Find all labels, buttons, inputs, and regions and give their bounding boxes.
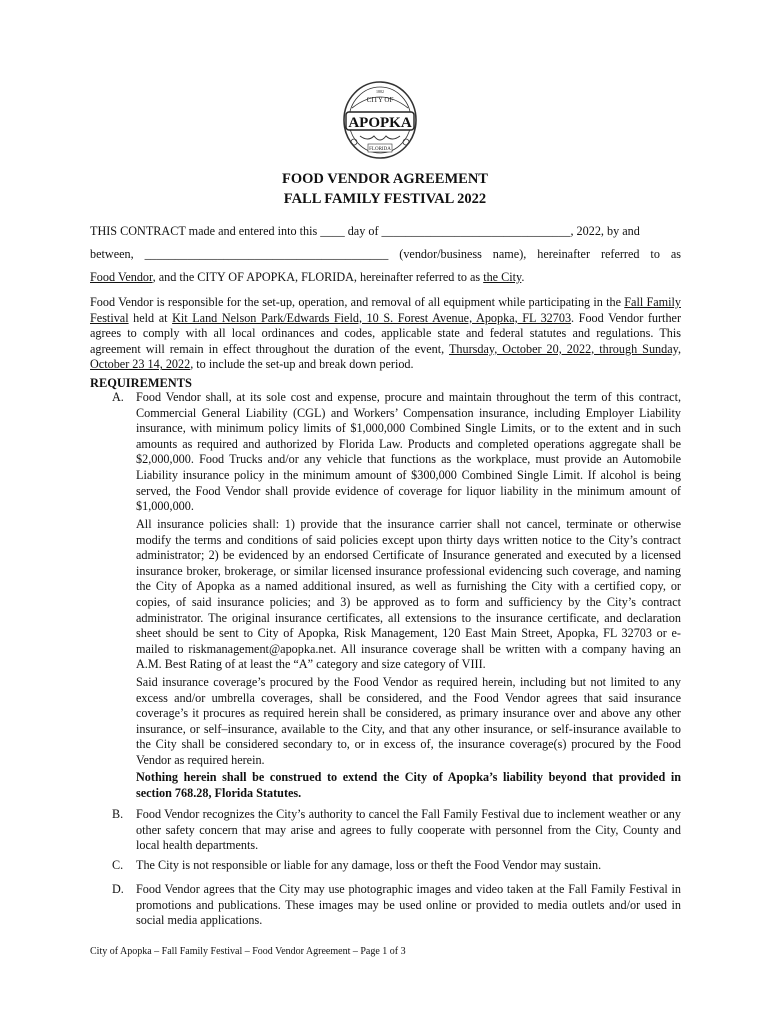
insurance-policies-paragraph: All insurance policies shall: 1) provide that the insurance carrier shall not cancel, terminate or otherwise modify the terms and conditions of said policies except upon thirty days written notice to the City’s contract administrator; 2) be evidenced by an endorsed Certificate of Insurance generated and executed by a licensed insurance broker, brokerage, or similar licensed insurance professional evidencing such coverage, and naming the City of Apopka as a named additional insured, as well as furnishing the City with a certified copy, or copies, of said insurance policies; and 3) be approved as to form and sufficiency by the City’s contract administrator. The original insurance certificates, all extensions to the insurance certificate, and declaration sheet should be sent to City of Apopka, Risk Management, 120 East Main Street, Apopka, FL 32703 or e-mailed to riskmanagement@apopka.net. All insurance coverage shall be written with a company having an A.M. Best Rating of at least the “A” category and size category of VIII.: [136, 517, 681, 672]
food-vendor-term: Food Vendor: [90, 270, 153, 284]
requirement-item-a: A. Food Vendor shall, at its sole cost and expense, procure and maintain throughout the term of this contract, Commercial General Liability (CGL) and Workers’ Compensation insurance, including Employer Liability insurance, with minimum policy limits of $1,000,000 Combined Single Limits, or to the extent and in such amounts as required and authorized by Florida Law. Products and completed operations aggregate shall be $2,000,000. Food Trucks and/or any vehicle that functions as the workplace, must provide an Automobile Liability insurance policy in the minimum amount of $300,000 Combined Single Limit. If alcohol is being served, the Food Vendor shall provide evidence of coverage for liquor liability in the minimum amount of $1,000,000.: [112, 390, 681, 514]
primary-coverage-paragraph: Said insurance coverage’s procured by the Food Vendor as required herein, including but not limited to any excess and/or umbrella coverages, shall be considered, and the Food Vendor agrees that said insurance coverage’s it procures as required herein shall be considered, as primary insurance over and above any other insurance, or self–insurance, available to the City, and that any other insurance, or self-insurance available to the City shall be considered secondary to, or in excess of, the insurance coverage(s) procured by the Food Vendor as required herein.: [136, 675, 681, 767]
svg-text:FLORIDA: FLORIDA: [369, 147, 391, 152]
title-line-1: FOOD VENDOR AGREEMENT: [282, 171, 488, 187]
svg-text:1882: 1882: [376, 89, 384, 94]
responsibility-paragraph: Food Vendor is responsible for the set-up, operation, and removal of all equipment while participating in the Fall Family Festival held at Kit Land Nelson Park/Edwards Field, 10 S. Forest Avenue, Apopka, FL 32703. Food Vendor further agrees to comply with all local ordinances and codes, applicable state and federal statutes and regulations. This agreement will remain in effect throughout the duration of the event, Thursday, October 20, 2022, through Sunday, October 23 14, 2022, to include the set-up and break down period.: [90, 295, 682, 372]
requirement-item-c: C. The City is not responsible or liable for any damage, loss or theft the Food Vendor may sustain.: [112, 858, 602, 872]
city-seal-logo: [340, 78, 420, 160]
requirements-heading: REQUIREMENTS: [90, 376, 192, 390]
requirement-item-d: D. Food Vendor agrees that the City may use photographic images and video taken at the Fall Family Festival in promotions and publications. These images may be used online or provided to media outlets and/or used in social media applications.: [112, 882, 681, 928]
requirement-item-b: B. Food Vendor recognizes the City’s authority to cancel the Fall Family Festival due to inclement weather or any other safety concern that may arise and agrees to fully cooperate with personnel from the City, County and local health departments.: [112, 807, 681, 853]
svg-text:CITY OF: CITY OF: [366, 96, 394, 104]
title-line-2: FALL FAMILY FESTIVAL 2022: [283, 191, 487, 207]
liability-notice: Nothing herein shall be construed to extend the City of Apopka’s liability beyond that provided in section 768.28, Florida Statutes.: [136, 770, 681, 800]
contract-intro-line-1: THIS CONTRACT made and entered into this ____ day of _______________________________, 2022, by and: [90, 224, 640, 238]
contract-intro-line-3: Food Vendor, and the CITY OF APOPKA, FLORIDA, hereinafter referred to as the City.: [90, 270, 525, 284]
city-term: the City: [483, 270, 522, 284]
contract-intro-line-2: between, ________________________________________ (vendor/business name), hereinafter referred to as: [90, 247, 681, 261]
svg-text:APOPKA: APOPKA: [348, 115, 412, 131]
page-footer: City of Apopka – Fall Family Festival – Food Vendor Agreement – Page 1 of 3: [90, 946, 406, 957]
